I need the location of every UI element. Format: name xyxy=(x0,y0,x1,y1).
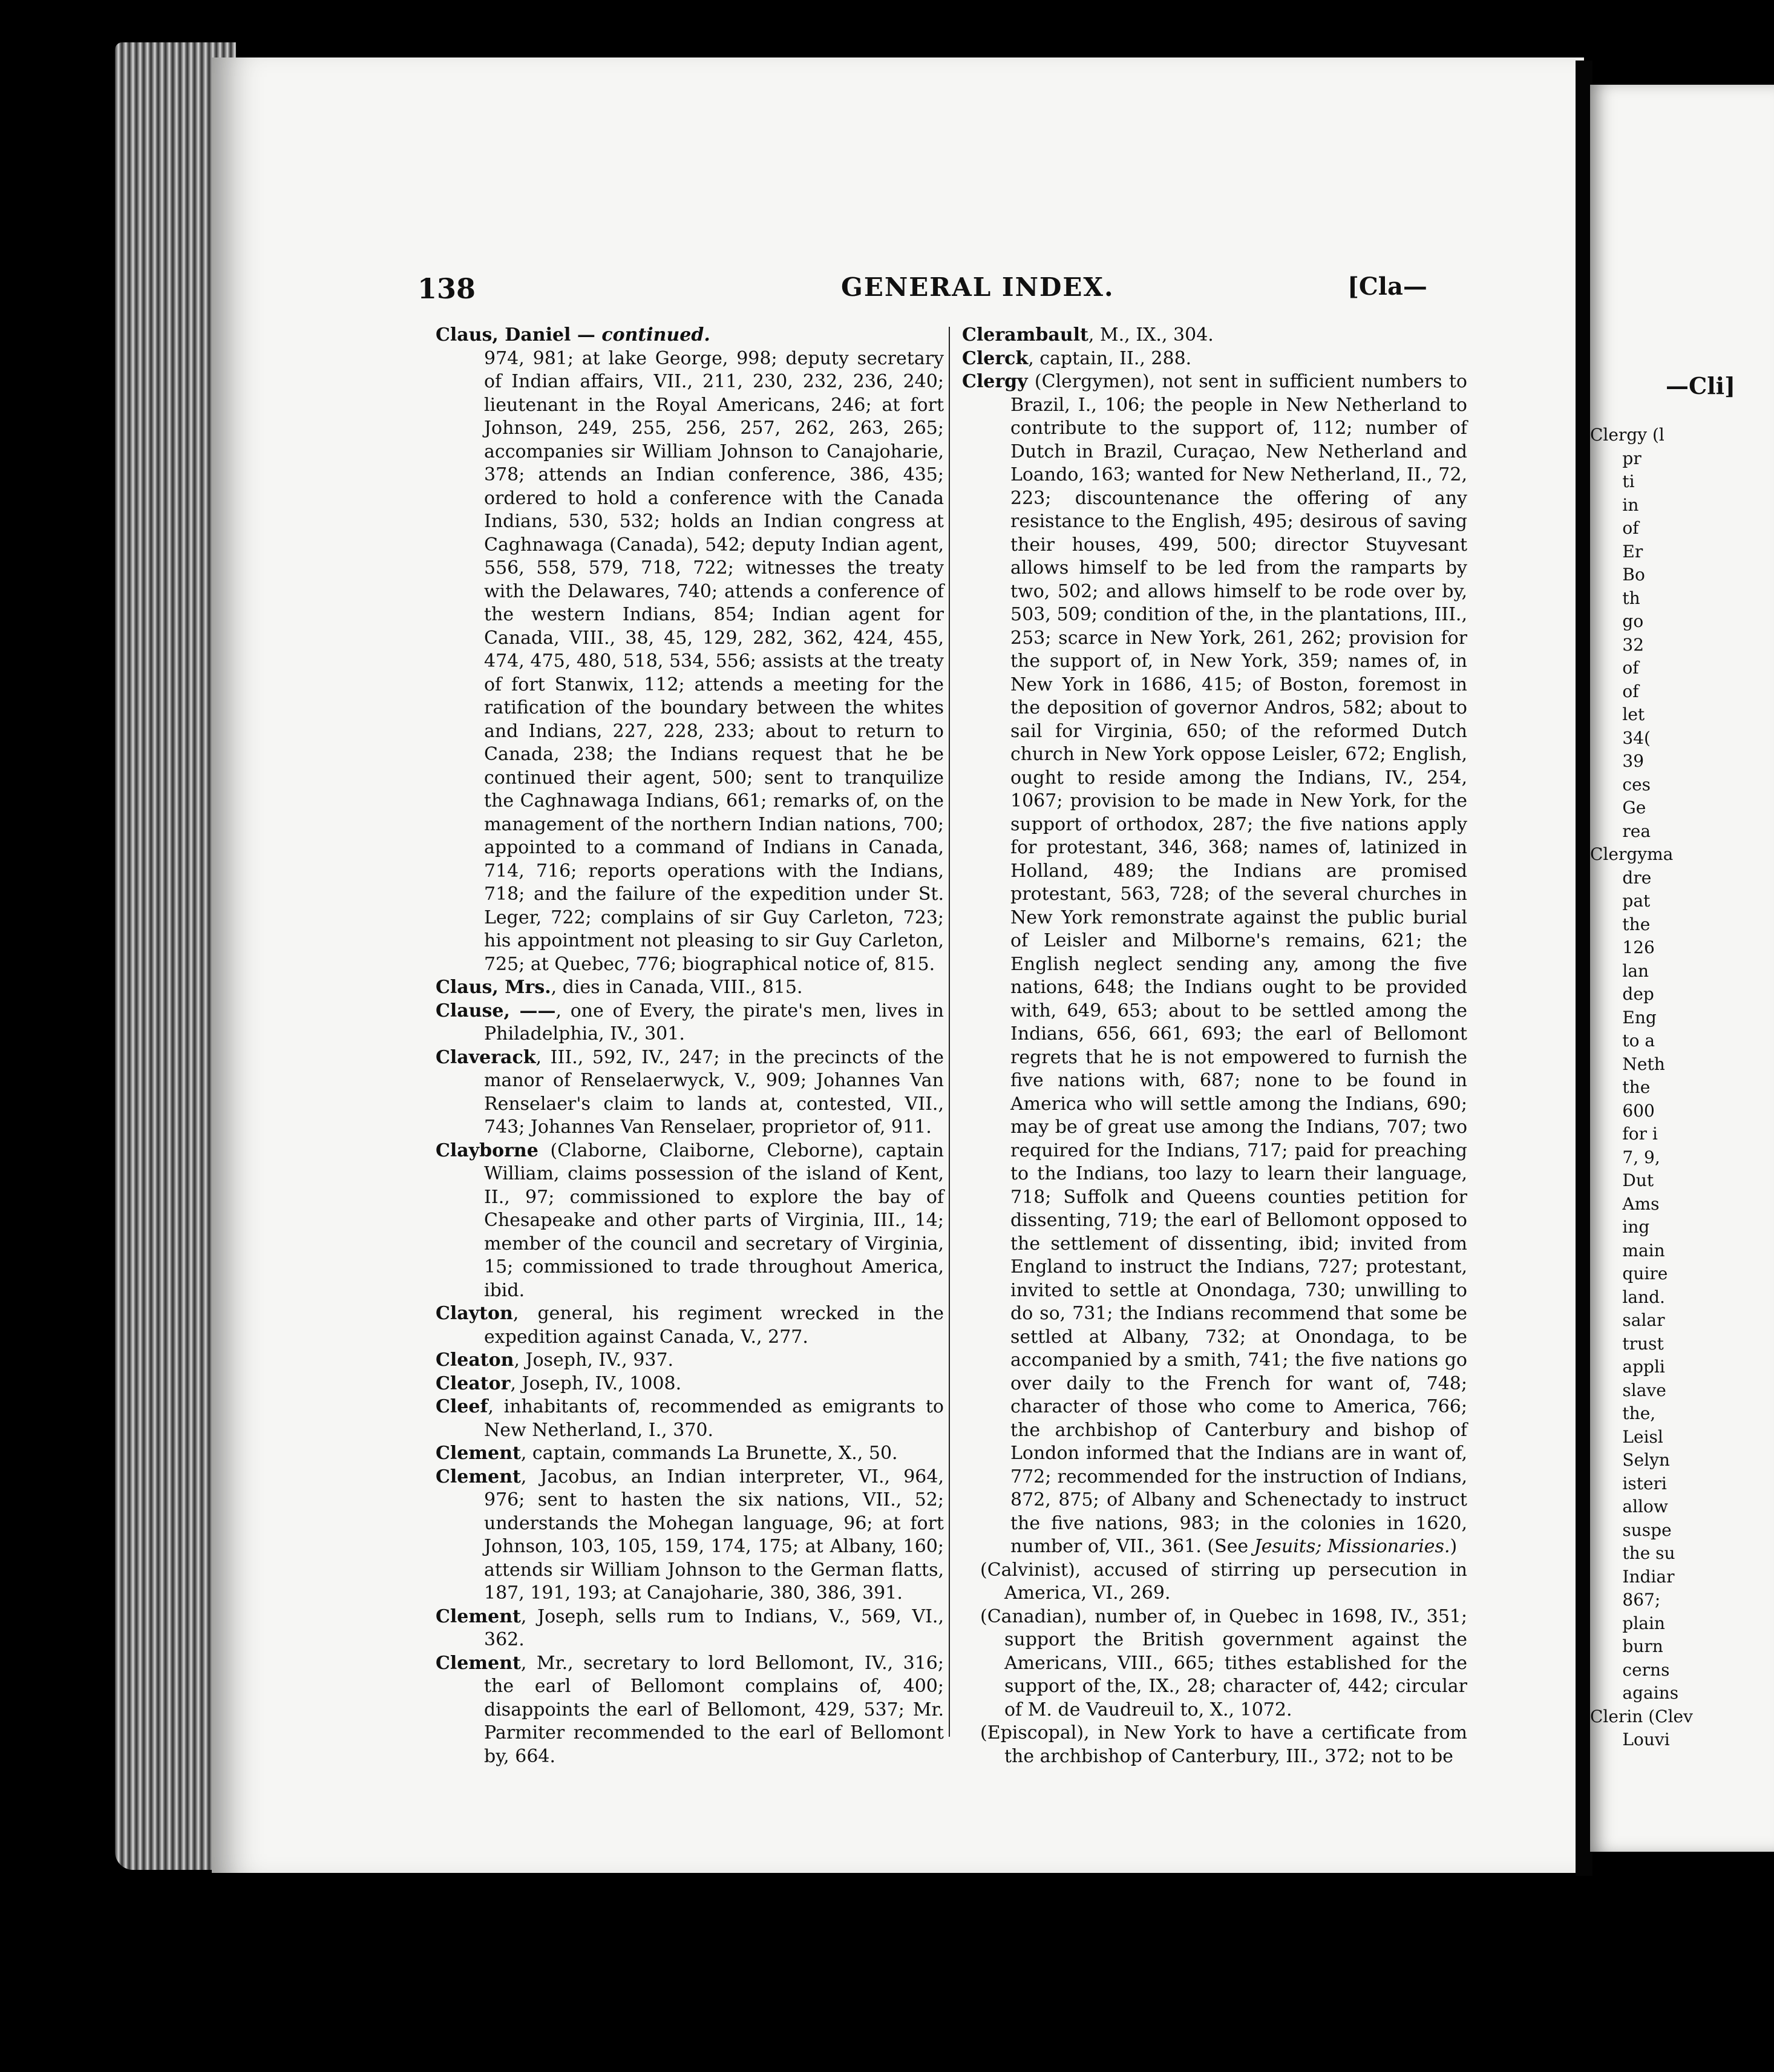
facing-page-line: of xyxy=(1590,658,1639,678)
facing-page-text xyxy=(1590,424,1774,1752)
entry-headword: Clement xyxy=(436,1443,521,1464)
facing-page-line: Eng xyxy=(1590,1007,1657,1028)
facing-page-line: the su xyxy=(1590,1543,1675,1563)
facing-page-line: Selyn xyxy=(1590,1450,1670,1470)
index-entry: Cleator, Joseph, IV., 1008. xyxy=(436,1372,682,1394)
facing-page-fragment xyxy=(1590,85,1774,1852)
index-entry-heading xyxy=(436,324,944,347)
facing-page-line: 39 xyxy=(1590,751,1645,771)
entry-headword: Clerambault xyxy=(962,324,1088,346)
facing-page-line: trust xyxy=(1590,1333,1664,1354)
facing-page-line: 7, 9, xyxy=(1590,1147,1660,1167)
facing-page-line: Bo xyxy=(1590,565,1645,585)
facing-page-line: allow xyxy=(1590,1497,1668,1516)
index-entry: Clerambault, M., IX., 304. xyxy=(962,324,1214,346)
column-divider xyxy=(949,327,950,1737)
index-entry: Clergy (Clergymen), not sent in sufficient numbers to Brazil, I., 106; the people in New Netherland to contribute to the support of, 112; number of Dutch in Brazil, Curaçao, New Netherland and Loando, 163; wanted for New Netherland, II., 72, 223; discountenance the offering of any resistance to the English, 495; desirous of saving their houses, 499, 500; director Stuyvesant allows himself to be led from the ramparts by two, 502; and allows himself to be rode over by, 503, 509; condition of the, in the plantations, III., 253; scarce in New York, 261, 262; provision for the support of, in New York, 359; names of, in New York in 1686, 415; of Boston, foremost in the deposition of governor Andros, 582; about to sail for Virginia, 650; of the reformed Dutch church in New York oppose Leisler, 672; English, ought to reside among the Indians, IV., 254, 1067; provision to be made in New York, for the support of orthodox, 287; the five nations apply for protestant, 346, 368; names of, latinized in Holland, 489; the Indians are promised protestant, 563, 728; of the several churches in New York remonstrate against the public burial of Leisler and Milborne's remains, 621; the English neglect sending any, among the five nations, 648; the Indians ought to be provided with, 649, 653; about to be settled among the Indians, 656, 661, 693; the earl of Bellomont regrets that he is not empowered to furnish the five nations with, 687; none to be found in America who will settle among the Indians, 690; may be of great use among the Indians, 707; two required for the Indians, 717; paid for preaching to the Indians, too lazy to learn their language, 718; Suffolk and Queens counties petition for dissenting, 719; the earl of Bellomont opposed to the settlement of dissenting, ibid; invited from England to instruct the Indians, 727; protestant, invited to settle at Onondaga, 730; unwilling to do so, 731; the Indians recommend that some be settled at Albany, 732; at Onondaga, to be accompanied by a smith, 741; the five nations go over daily to the French for want of, 748; character of those who come to America, 766; the archbishop of Canterbury and bishop of London informed that the Indians are in want of, 772; recommended for the instruction of Indians, 872, 875; of Albany and Schenectady to instruct the five nations, 983; in the colonies in 1620, number of, VII., 361. (See Jesuits; Missionaries.) xyxy=(962,371,1467,1557)
facing-page-line: Clergyma xyxy=(1590,844,1674,864)
facing-page-line: the xyxy=(1590,914,1651,934)
facing-page-line: to a xyxy=(1590,1031,1655,1051)
facing-page-line: for i xyxy=(1590,1124,1658,1144)
section-range-mark: [Cla— xyxy=(1347,272,1427,301)
facing-page-header: —Cli] xyxy=(1666,372,1736,399)
entry-headword: Cleator xyxy=(436,1372,511,1394)
index-entry: Cleaton, Joseph, IV., 937. xyxy=(436,1349,674,1371)
facing-page-line: ti xyxy=(1590,471,1635,491)
facing-page-line: 34( xyxy=(1590,727,1651,748)
index-entry: Claus, Mrs., dies in Canada, VIII., 815. xyxy=(436,977,803,998)
facing-page-line: Louvi xyxy=(1590,1729,1670,1749)
entry-headword: Clement xyxy=(436,1652,521,1674)
facing-page-line: go xyxy=(1590,611,1644,631)
facing-page-line: of xyxy=(1590,518,1639,538)
entry-headword: Clause, —— xyxy=(436,1000,556,1021)
facing-page-line: the xyxy=(1590,1077,1651,1097)
facing-page-line: burn xyxy=(1590,1636,1663,1656)
index-entry: Clerck, captain, II., 288. xyxy=(962,347,1192,369)
facing-page-line: plain xyxy=(1590,1613,1665,1633)
facing-page-line: appli xyxy=(1590,1357,1665,1377)
facing-page-line: quire xyxy=(1590,1264,1668,1284)
index-subentry: (Episcopal), in New York to have a certificate from the archbishop of Canterbury, III., 372; not to be xyxy=(980,1722,1467,1767)
facing-page-line: 126 xyxy=(1590,937,1655,957)
facing-page-line: in xyxy=(1590,494,1639,515)
facing-page-line: Dut xyxy=(1590,1170,1654,1190)
facing-page-line: of xyxy=(1590,681,1639,701)
index-entry: Clayton, general, his regiment wrecked in the expedition against Canada, V., 277. xyxy=(436,1303,944,1348)
facing-page-line: Neth xyxy=(1590,1054,1665,1074)
page-number: 138 xyxy=(417,272,476,305)
facing-page-line: Er xyxy=(1590,541,1643,562)
index-entry: Clause, ——, one of Every, the pirate's men, lives in Philadelphia, IV., 301. xyxy=(436,1000,944,1044)
facing-page-line: Indiar xyxy=(1590,1566,1675,1587)
index-entry: Clayborne (Claborne, Claiborne, Cleborne), captain William, claims possession of the island of Kent, II., 97; commissioned to explore the bay of Chesapeake and other parts of Virginia, III., 14; member of the council and secretary of Virginia, 15; commissioned to trade throughout America, ibid. xyxy=(436,1139,944,1301)
index-subentry: (Canadian), number of, in Quebec in 1698, IV., 351; support the British government against the Americans, VIII., 665; tithes established for the support of the, IX., 28; character of, 442; circular of M. de Vaudreuil to, X., 1072. xyxy=(980,1605,1467,1720)
entry-headword: Clergy xyxy=(962,371,1028,392)
facing-page-line: salar xyxy=(1590,1310,1665,1330)
facing-page-line: 867; xyxy=(1590,1590,1661,1610)
facing-page-line: rea xyxy=(1590,821,1651,841)
entry-headword: Claus, Daniel — xyxy=(436,324,602,346)
index-column-left xyxy=(436,324,944,1768)
facing-page-line: ing xyxy=(1590,1217,1650,1237)
continued-label: continued. xyxy=(601,324,710,346)
facing-page-line: pat xyxy=(1590,891,1651,911)
entry-headword: Clayton xyxy=(436,1303,513,1324)
entry-headword: Clement xyxy=(436,1466,521,1487)
entry-headword: Clerck xyxy=(962,347,1029,369)
facing-page-line: Clerin (Clev xyxy=(1590,1706,1693,1726)
facing-page-line: suspe xyxy=(1590,1520,1672,1540)
index-entry: Clement, Jacobus, an Indian interpreter, VI., 964, 976; sent to hasten the six nations, VII., 52; understands the Mohegan language, 96; at fort Johnson, 103, 105, 159, 174, 175; at Albany, 160; attends sir William Johnson to the German flatts, 187, 191, 193; at Canajoharie, 380, 386, 391. xyxy=(436,1466,944,1604)
facing-page-line: 32 xyxy=(1590,634,1645,655)
running-title: GENERAL INDEX. xyxy=(841,272,1114,302)
facing-page-line: let xyxy=(1590,704,1645,724)
index-entry: Clement, captain, commands La Brunette, X., 50. xyxy=(436,1443,898,1464)
entry-headword: Clement xyxy=(436,1605,521,1627)
facing-page-line: Leisl xyxy=(1590,1426,1663,1447)
facing-page-line: lan xyxy=(1590,960,1649,981)
facing-page-line: 600 xyxy=(1590,1100,1655,1121)
facing-page-line: ces xyxy=(1590,774,1651,795)
entry-headword: Cleef xyxy=(436,1396,488,1417)
index-column-right xyxy=(962,324,1467,1768)
facing-page-line: Clergy (l xyxy=(1590,425,1664,445)
index-entry: Claverack, III., 592, IV., 247; in the precincts of the manor of Renselaerwyck, V., 909; Johannes Van Renselaer's claim to lands at, contested, VII., 743; Johannes Van Renselaer, proprietor of, 911. xyxy=(436,1046,944,1138)
entry-headword: Cleaton xyxy=(436,1349,514,1371)
facing-page-line: pr xyxy=(1590,448,1641,468)
facing-page-line: main xyxy=(1590,1240,1665,1261)
facing-page-line: dep xyxy=(1590,984,1654,1004)
facing-page-line: the, xyxy=(1590,1403,1656,1423)
index-entry: Clement, Mr., secretary to lord Bellomont, IV., 316; the earl of Bellomont complains of, 400; disappoints the earl of Bellomont, 429, 537; Mr. Parmiter recommended to the earl of Bellomont by, 664. xyxy=(436,1652,944,1767)
entry-headword: Claus, Mrs. xyxy=(436,977,551,998)
facing-page-line: Ge xyxy=(1590,798,1646,818)
index-entry-continuation: 974, 981; at lake George, 998; deputy secretary of Indian affairs, VII., 211, 230, 232, 236, 240; lieutenant in the Royal Americans, 246; at fort Johnson, 249, 255, 256, 257, 262, 263, 265; accompanies sir William Johnson to Canajoharie, 378; attends an Indian conference, 386, 435; ordered to hold a conference with the Canada Indians, 530, 532; holds an Indian congress at Caghnawaga (Canada), 542; deputy Indian agent, 556, 558, 579, 718, 722; witnesses the treaty with the Delawares, 740; attends a conference of the western Indians, 854; Indian agent for Canada, VIII., 38, 45, 129, 282, 362, 424, 455, 474, 475, 480, 518, 534, 556; assists at the treaty of fort Stanwix, 112; attends a meeting for the ratification of the boundary between the whites and Indians, 227, 228, 233; about to return to Canada, 238; the Indians request that he be continued their agent, 500; sent to tranquilize the Caghnawaga Indians, 661; remarks of, on the management of the northern Indian nations, 700; appointed to a command of Indians in Canada, 714, 716; reports operations with the Indians, 718; and the failure of the expedition under St. Leger, 722; complains of sir Guy Carleton, 723; his appointment not pleasing to sir Guy Carleton, 725; at Quebec, 776; biographical notice of, 815. xyxy=(484,347,944,975)
entry-headword: Clayborne xyxy=(436,1139,538,1161)
index-subentry: (Calvinist), accused of stirring up persecution in America, VI., 269. xyxy=(980,1559,1467,1604)
facing-page-line: slave xyxy=(1590,1380,1666,1400)
facing-page-line: isteri xyxy=(1590,1473,1667,1493)
facing-page-line: cerns xyxy=(1590,1659,1670,1680)
facing-page-line: th xyxy=(1590,588,1640,608)
see-also-references: Jesuits; Missionaries. xyxy=(1254,1536,1450,1557)
facing-page-line: dre xyxy=(1590,867,1652,888)
entry-headword: Claverack xyxy=(436,1046,536,1068)
facing-page-line: Ams xyxy=(1590,1193,1660,1214)
index-entry: Cleef, inhabitants of, recommended as emigrants to New Netherland, I., 370. xyxy=(436,1396,944,1441)
index-entry: Clement, Joseph, sells rum to Indians, V., 569, VI., 362. xyxy=(436,1605,944,1650)
facing-page-line: agains xyxy=(1590,1683,1679,1703)
facing-page-line: land. xyxy=(1590,1287,1665,1307)
